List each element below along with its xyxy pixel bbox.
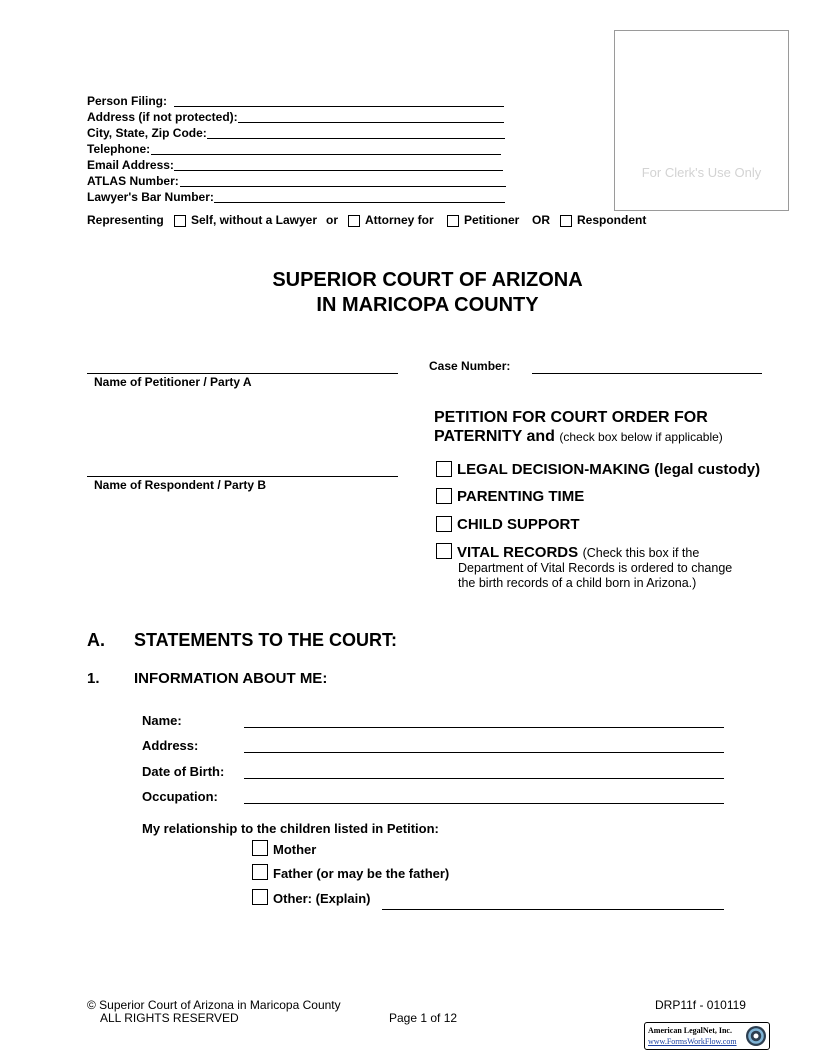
mother-checkbox[interactable] <box>252 840 268 856</box>
self-checkbox[interactable] <box>174 215 186 227</box>
respondent-checkbox[interactable] <box>560 215 572 227</box>
petitioner-checkbox[interactable] <box>447 215 459 227</box>
info-name-label: Name: <box>142 713 182 728</box>
clerk-use-box <box>614 30 789 211</box>
respondent-name-field[interactable] <box>87 476 398 477</box>
address-label: Address (if not protected): <box>87 110 238 124</box>
info-address-label: Address: <box>142 738 199 753</box>
representing-label: Representing <box>87 213 164 227</box>
vital-records-label: VITAL RECORDS <box>457 544 579 561</box>
case-number-field[interactable] <box>532 373 762 374</box>
other-checkbox[interactable] <box>252 889 268 905</box>
item-1-number: 1. <box>87 670 100 687</box>
vital-records-row <box>457 544 699 562</box>
respondent-label: Respondent <box>577 213 647 227</box>
section-a-title: STATEMENTS TO THE COURT: <box>134 630 397 650</box>
case-number-label: Case Number: <box>429 359 511 373</box>
court-title-line2: IN MARICOPA COUNTY <box>316 294 539 316</box>
bar-number-label: Lawyer's Bar Number: <box>87 190 214 204</box>
parenting-time-label: PARENTING TIME <box>457 488 585 505</box>
telephone-field[interactable] <box>151 154 501 155</box>
relationship-label: My relationship to the children listed in Petition: <box>142 821 439 836</box>
city-state-zip-label: City, State, Zip Code: <box>87 126 207 140</box>
vital-records-note-1: (Check this box if the <box>582 546 700 560</box>
atlas-field[interactable] <box>180 186 506 187</box>
vital-records-note-2: Department of Vital Records is ordered to change <box>458 561 733 575</box>
info-dob-label: Date of Birth: <box>142 764 225 779</box>
logo-swirl-icon <box>745 1025 767 1047</box>
other-label: Other: (Explain) <box>273 891 371 906</box>
atlas-label: ATLAS Number: <box>87 174 179 188</box>
info-name-field[interactable] <box>244 727 724 728</box>
section-a-letter: A. <box>87 630 105 650</box>
american-legalnet-logo <box>644 1022 770 1050</box>
address-field[interactable] <box>238 122 504 123</box>
person-filing-label: Person Filing: <box>87 94 168 108</box>
footer-copyright: © Superior Court of Arizona in Maricopa County <box>87 998 341 1012</box>
petition-title-line1: PETITION FOR COURT ORDER FOR <box>434 409 708 426</box>
or-caps-label: OR <box>532 213 550 227</box>
parenting-time-checkbox[interactable] <box>436 488 452 504</box>
telephone-label: Telephone: <box>87 142 151 156</box>
child-support-checkbox[interactable] <box>436 516 452 532</box>
email-field[interactable] <box>174 170 503 171</box>
email-label: Email Address: <box>87 158 174 172</box>
info-occupation-field[interactable] <box>244 803 724 804</box>
attorney-for-label: Attorney for <box>365 213 434 227</box>
attorney-checkbox[interactable] <box>348 215 360 227</box>
mother-label: Mother <box>273 842 317 857</box>
clerk-use-label: For Clerk's Use Only <box>641 165 762 180</box>
bar-number-field[interactable] <box>214 202 505 203</box>
other-explain-field[interactable] <box>382 909 724 910</box>
item-1-title: INFORMATION ABOUT ME: <box>134 670 328 687</box>
or-label: or <box>326 213 338 227</box>
vital-records-note-3: the birth records of a child born in Arizona.) <box>458 576 697 590</box>
legal-decision-checkbox[interactable] <box>436 461 452 477</box>
person-filing-field[interactable] <box>174 106 504 107</box>
info-occupation-label: Occupation: <box>142 789 218 804</box>
info-address-field[interactable] <box>244 752 724 753</box>
petitioner-name-field[interactable] <box>87 373 398 374</box>
footer-rights: ALL RIGHTS RESERVED <box>100 1011 239 1025</box>
petition-title-line2 <box>434 428 723 446</box>
footer-form-code: DRP11f - 010119 <box>655 998 746 1012</box>
father-checkbox[interactable] <box>252 864 268 880</box>
petition-title-note: (check box below if applicable) <box>559 430 723 444</box>
child-support-label: CHILD SUPPORT <box>457 516 580 533</box>
footer-page: Page 1 of 12 <box>389 1011 458 1025</box>
logo-url[interactable]: www.FormsWorkFlow.com <box>648 1037 737 1046</box>
self-label: Self, without a Lawyer <box>191 213 318 227</box>
info-dob-field[interactable] <box>244 778 724 779</box>
petition-title-paternity: PATERNITY and <box>434 428 555 445</box>
court-title-line1: SUPERIOR COURT OF ARIZONA <box>272 269 583 291</box>
father-label: Father (or may be the father) <box>273 866 450 881</box>
legal-decision-label: LEGAL DECISION-MAKING (legal custody) <box>457 461 761 478</box>
city-state-zip-field[interactable] <box>207 138 505 139</box>
petitioner-name-label: Name of Petitioner / Party A <box>94 375 252 389</box>
logo-company: American LegalNet, Inc. <box>648 1026 732 1035</box>
petitioner-label: Petitioner <box>464 213 520 227</box>
vital-records-checkbox[interactable] <box>436 543 452 559</box>
respondent-name-label: Name of Respondent / Party B <box>94 478 267 492</box>
